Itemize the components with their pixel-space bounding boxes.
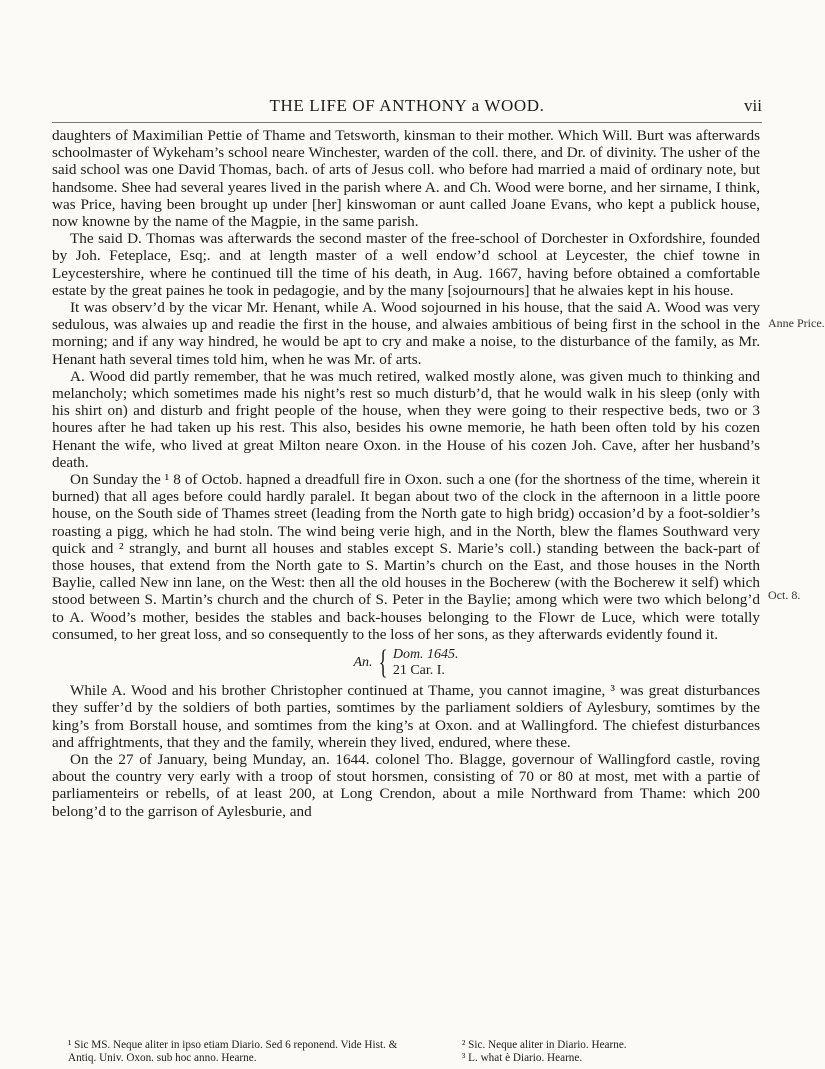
running-title: THE LIFE OF ANTHONY a WOOD. (269, 96, 545, 115)
footnote-2: ² Sic. Neque aliter in Diario. Hearne. (462, 1039, 627, 1051)
year-heading (52, 645, 760, 681)
footnotes (68, 1039, 762, 1065)
paragraph: The said D. Thomas was afterwards the second master of the free-school of Dorchester in Oxfordshire, founded by Joh. Feteplace, Esq;. and at length master of a well endow’d school at Leycester, the chief towne in Leycestershire, where he continued till the time of his death, in Aug. 1667, having before obtained a comfortable estate by the great paines he took in pedagogie, and by the many [sojournours] that he alwaies kept in his house. (52, 230, 760, 299)
footnote-1: ¹ Sic MS. Neque aliter in ipso etiam Diario. Sed 6 reponend. Vide Hist. & Antiq. Univ. Oxon. sub hoc anno. Hearne. (68, 1039, 398, 1064)
paragraph: A. Wood did partly remember, that he was much retired, walked mostly alone, was given much to thinking and melancholy; which sometimes made his night’s rest so much disturb’d, that he would walk in his sleep (only with his shirt on) and disturb and fright people of the house, when they were going to their respective beds, two or 3 houres after he had taken up his rest. This also, besides his owne memorie, he hath been often told by his cozen Henant the wife, who lived at great Milton neare Oxon. in the House of his cozen Joh. Cave, after her husband’s death. (52, 367, 760, 471)
footnotes-right (462, 1039, 762, 1065)
footnote-3: ³ L. what è Diario. Hearne. (462, 1052, 583, 1064)
brace-icon: { (378, 644, 388, 682)
body-text (52, 127, 760, 820)
paragraph: On Sunday the ¹ 8 of Octob. hapned a dreadfull fire in Oxon. such a one (for the shortness of the time, wherein it burned) that all ages before could hardly paralel. It began about two of the clock in the afternoon in a little poore house, on the South side of Thames street (leading from the North gate to high bridg) occasion’d by a foot-soldier’s roasting a pigg, which he had stoln. The wind being verie high, and in the North, blew the flames Southward very quick and ² strangly, and burnt all houses and stables except S. Marie’s coll.) standing between the back-part of those houses, that extend from the North gate to S. Martin’s church on the East, and those houses in the North Baylie, called New inn lane, on the West: then all the old houses in the Bocherew (with the Bocherew it self) which stood between S. Martin’s church and the church of S. Peter in the Baylie; among which were two which belong’d to A. Wood’s mother, besides the stables and back-houses belonging to the Flowr de Luce, which were totally consumed, to her great loss, and so consequently to the loss of her sons, as they afterwards evidently found it. (52, 471, 760, 643)
year-heading-prefix: An. (353, 655, 373, 671)
paragraph: daughters of Maximilian Pettie of Thame and Tetsworth, kinsman to their mother. Which Will. Burt was afterwards schoolmaster of Wykeham’s school neare Winchester, warden of the coll. there, and Dr. of divinity. The usher of the said school was one David Thomas, bach. of arts of Jesus coll. who before had married a maid of ordinary note, but handsome. Shee had several yeares lived in the parish where A. and Ch. Wood were borne, and her sirname, I think, was Price, having been brought up under [her] kinswoman or aunt called Joane Evans, who kept a publick house, now knowne by the name of the Magpie, in the same parish. (52, 127, 760, 231)
running-header (52, 96, 762, 123)
page-number: vii (744, 96, 762, 115)
margin-note-oct-8: Oct. 8. (768, 588, 801, 602)
year-heading-line1: Dom. 1645. (392, 647, 459, 663)
paragraph: It was observ’d by the vicar Mr. Henant, while A. Wood sojourned in his house, that the said A. Wood was very sedulous, was alwaies up and readie the first in the house, and alwaies ambitious of being first in the school in the morning; and if any way hindred, he would be apt to cry and make a noise, to the disturbance of the family, as Mr. Henant hath several times told him, when he was Mr. of arts. (52, 299, 760, 368)
paragraph: On the 27 of January, being Munday, an. 1644. colonel Tho. Blagge, governour of Wallingford castle, roving about the country very early with a troop of stout horsmen, consisting of 70 or 80 at most, met with a partie of parliamenteirs or rebells, of at least 200, at Long Crendon, about a mile Northward from Thame: which 200 belong’d to the garrison of Aylesburie, and (52, 750, 760, 820)
year-heading-line2: 21 Car. I. (392, 663, 445, 679)
margin-note-anne-price: Anne Price. (768, 316, 825, 330)
year-heading-lines (393, 647, 459, 679)
paragraph: While A. Wood and his brother Christopher continued at Thame, you cannot imagine, ³ was great disturbances they suffer’d by the soldiers of both parties, somtimes by the parliament soldiers of Aylesbury, somtimes by the king’s from Borstall house, and somtimes from the king’s at Oxon. and at Wallingford. The chiefest disturbances and affrightments, that they and the family, wherein they lived, endured, where these. (52, 682, 760, 751)
